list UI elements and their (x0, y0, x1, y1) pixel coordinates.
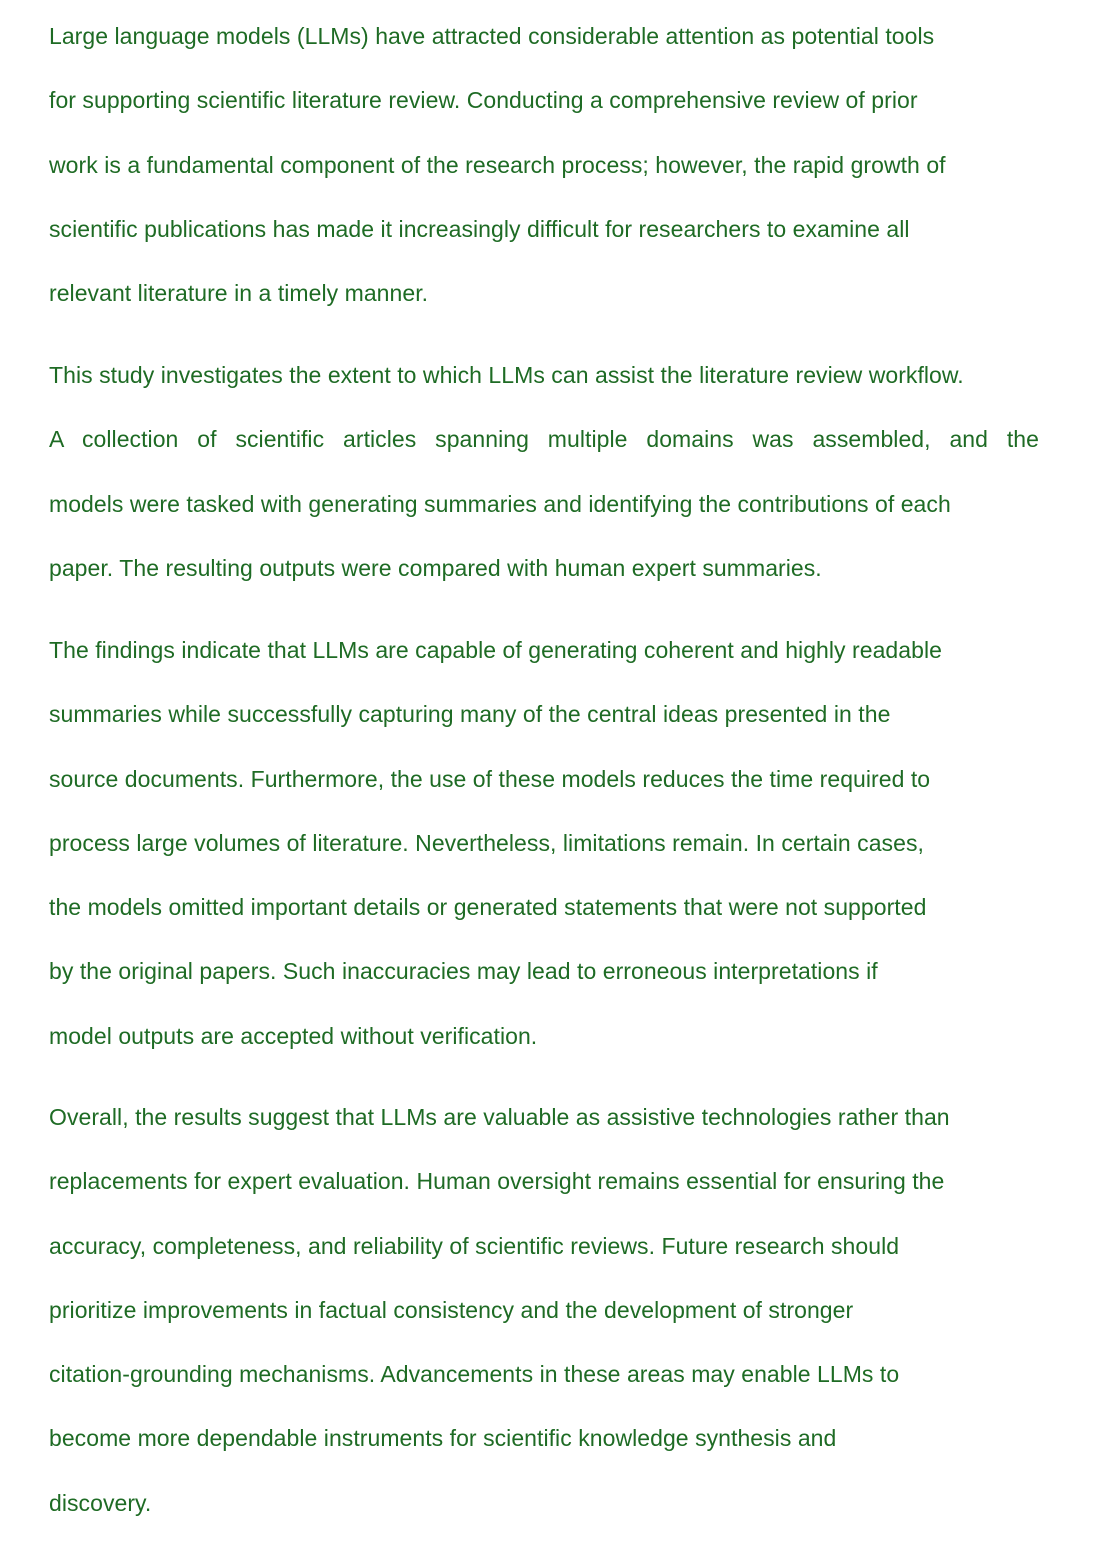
paragraph-3-line-3: source documents. Furthermore, the use of these models reduces the time required to (49, 765, 931, 792)
paragraph-4-line-7: discovery. (49, 1489, 152, 1516)
paragraph-1-line-4: scientific publications has made it increasingly difficult for researchers to examine all (49, 215, 910, 242)
paragraph-4 (49, 1085, 1039, 1535)
paragraph-4-line-1: Overall, the results suggest that LLMs are valuable as assistive technologies rather than (49, 1104, 950, 1130)
paragraph-4-line-6: become more dependable instruments for scientific knowledge synthesis and (49, 1425, 837, 1452)
paragraph-2-line-3: models were tasked with generating summaries and identifying the contributions of each (49, 490, 951, 517)
paragraph-3-line-6: by the original papers. Such inaccuracies may lead to erroneous interpretations if (49, 958, 878, 985)
paragraph-3-line-7: model outputs are accepted without verification. (49, 1022, 538, 1049)
paragraph-2-line-2: A collection of scientific articles spanning multiple domains was assembled, and the (49, 426, 1039, 453)
paragraph-3 (49, 618, 1039, 1068)
paragraph-3-line-1: The findings indicate that LLMs are capable of generating coherent and highly readable (49, 637, 942, 663)
paragraph-4-line-5: citation-grounding mechanisms. Advancements in these areas may enable LLMs to (49, 1361, 900, 1388)
paragraph-4-line-3: accuracy, completeness, and reliability of scientific reviews. Future research should (49, 1232, 900, 1259)
paragraph-2-line-1: This study investigates the extent to which LLMs can assist the literature review workflow. (49, 362, 964, 388)
paragraph-4-line-4: prioritize improvements in factual consistency and the development of stronger (49, 1296, 854, 1323)
paragraph-2-line-4: paper. The resulting outputs were compared with human expert summaries. (49, 554, 822, 581)
paragraph-1-line-2: for supporting scientific literature review. Conducting a comprehensive review of prior (49, 87, 918, 114)
paragraph-2 (49, 343, 1039, 600)
paragraph-4-line-2: replacements for expert evaluation. Human oversight remains essential for ensuring the (49, 1168, 945, 1195)
paragraph-3-line-4: process large volumes of literature. Nevertheless, limitations remain. In certain cases, (49, 829, 924, 856)
paragraph-1 (49, 4, 1039, 325)
paragraph-1-line-3: work is a fundamental component of the research process; however, the rapid growth of (49, 151, 946, 178)
paragraph-1-line-5: relevant literature in a timely manner. (49, 280, 429, 307)
paragraph-3-line-5: the models omitted important details or generated statements that were not supported (49, 894, 927, 921)
paragraph-1-line-1: Large language models (LLMs) have attracted considerable attention as potential tools (49, 23, 935, 49)
paragraph-3-line-2: summaries while successfully capturing many of the central ideas presented in the (49, 701, 891, 728)
